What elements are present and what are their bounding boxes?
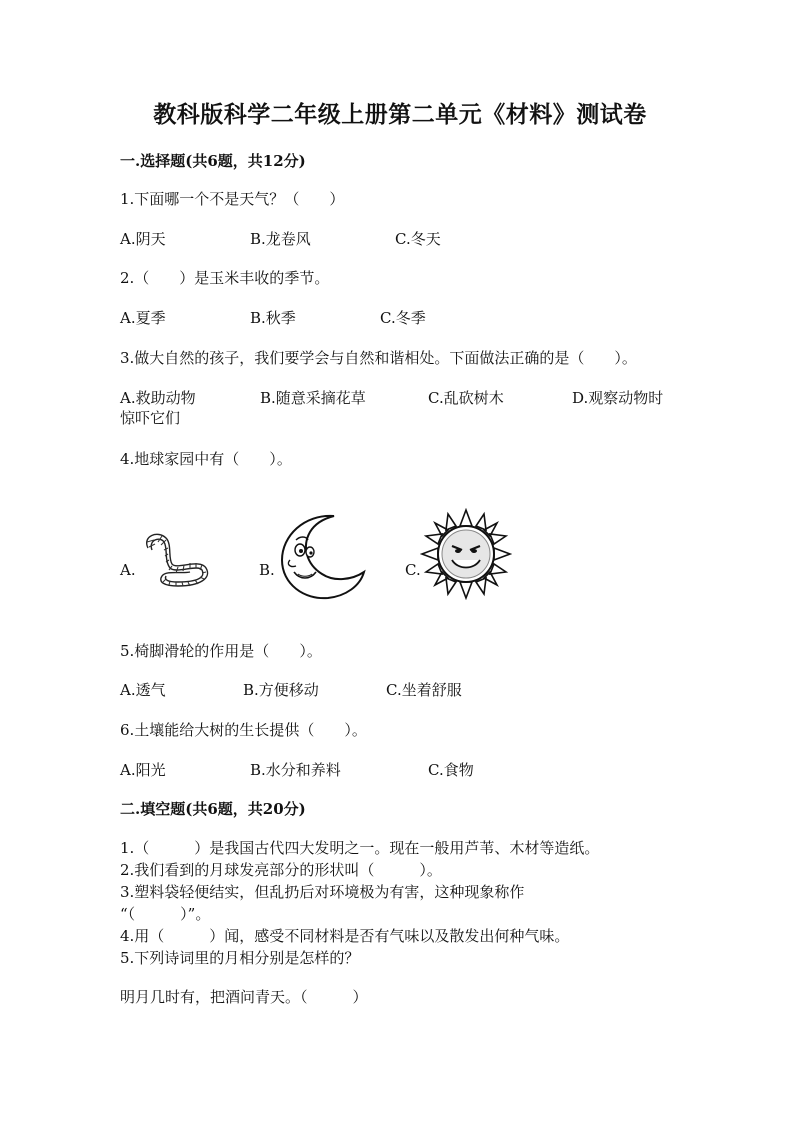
q6-option-a: A.阳光	[120, 761, 166, 779]
fill-question-5: 5.下列诗词里的月相分别是怎样的？	[120, 949, 360, 967]
question-2: 2.（ ）是玉米丰收的季节。	[120, 269, 330, 287]
q6-option-b: B.水分和养料	[250, 761, 341, 779]
q3-option-c: C.乱砍树木	[428, 389, 504, 407]
question-6: 6.土壤能给大树的生长提供（ ）。	[120, 721, 367, 739]
fill-question-3-continued: “（ ）”。	[120, 905, 211, 923]
earthworm-icon	[138, 528, 214, 594]
question-4: 4.地球家园中有（ ）。	[120, 450, 292, 468]
q5-option-c: C.坐着舒服	[386, 681, 462, 699]
section-heading-choice: 一.选择题(共6题，共12分)	[120, 152, 306, 170]
q6-option-c: C.食物	[428, 761, 474, 779]
section-heading-fill-in: 二.填空题(共6题，共20分)	[120, 800, 306, 818]
sun-icon	[420, 508, 512, 600]
q2-option-c: C.冬季	[380, 309, 426, 327]
fill-question-2: 2.我们看到的月球发亮部分的形状叫（ ）。	[120, 861, 442, 879]
question-3: 3.做大自然的孩子，我们要学会与自然和谐相处。下面做法正确的是（ ）。	[120, 349, 637, 367]
q5-option-a: A.透气	[120, 681, 166, 699]
question-1: 1.下面哪一个不是天气？（ ）	[120, 190, 345, 208]
q3-option-a: A.救助动物	[120, 389, 196, 407]
fill-question-3: 3.塑料袋轻便结实，但乱扔后对环境极为有害，这种现象称作	[120, 883, 525, 901]
question-5: 5.椅脚滑轮的作用是（ ）。	[120, 642, 322, 660]
q1-option-b: B.龙卷风	[250, 230, 311, 248]
q3-option-b: B.随意采摘花草	[260, 389, 366, 407]
q2-option-b: B.秋季	[250, 309, 296, 327]
q4-option-c: C.	[405, 561, 421, 579]
q4-option-b: B.	[259, 561, 275, 579]
fill-question-4: 4.用（ ）闻，感受不同材料是否有气味以及散发出何种气味。	[120, 927, 570, 945]
fill-question-1: 1.（ ）是我国古代四大发明之一。现在一般用芦苇、木材等造纸。	[120, 839, 600, 857]
q3-option-d-continued: 惊吓它们	[120, 409, 181, 427]
poem-line: 明月几时有，把酒问青天。（ ）	[120, 988, 368, 1006]
crescent-moon-icon	[276, 510, 368, 602]
q3-option-d: D.观察动物时	[572, 389, 664, 407]
q5-option-b: B.方便移动	[243, 681, 319, 699]
page-title: 教科版科学二年级上册第二单元《材料》测试卷	[153, 101, 647, 128]
q1-option-c: C.冬天	[395, 230, 441, 248]
q1-option-a: A.阴天	[120, 230, 166, 248]
q2-option-a: A.夏季	[120, 309, 166, 327]
q4-option-a: A.	[120, 561, 136, 579]
